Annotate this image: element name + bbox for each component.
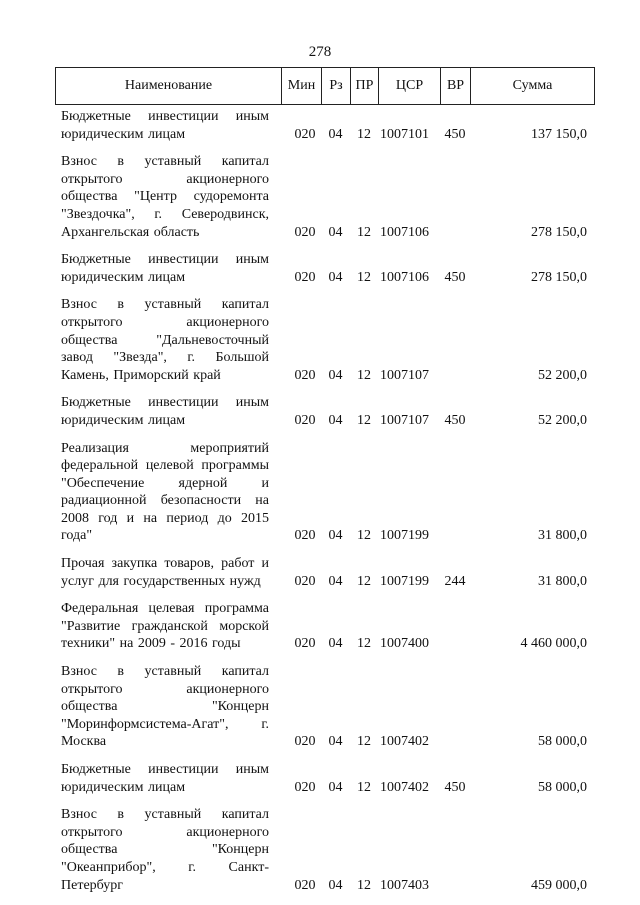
header-vr: ВР xyxy=(441,68,471,104)
row-sum: 278 150,0 xyxy=(531,224,587,240)
row-csr: 1007402 xyxy=(380,734,429,750)
header-name: Наименование xyxy=(56,68,282,104)
row-name: Взнос в уставный капитал открытого акционерного общества "Концерн "Моринформсистема-Агат", г. Москва xyxy=(61,664,269,750)
row-name: Федеральная целевая программа "Развитие гражданской морской техники" на 2009 - 2016 годы xyxy=(61,601,269,652)
row-csr: 1007101 xyxy=(380,126,429,142)
row-min: 020 xyxy=(294,367,316,383)
row-csr: 1007107 xyxy=(380,412,429,428)
row-vr: 450 xyxy=(444,126,466,142)
row-csr: 1007107 xyxy=(380,367,429,383)
row-name: Бюджетные инвестиции иным юридическим лицам xyxy=(61,762,269,795)
header-rz: Рз xyxy=(322,68,351,104)
row-pr: 12 xyxy=(357,779,371,795)
row-pr: 12 xyxy=(357,636,371,652)
row-csr: 1007106 xyxy=(380,269,429,285)
row-pr: 12 xyxy=(357,224,371,240)
row-min: 020 xyxy=(294,636,316,652)
table-row xyxy=(55,663,595,751)
header-min: Мин xyxy=(282,68,322,104)
row-csr: 1007199 xyxy=(380,573,429,589)
row-csr: 1007400 xyxy=(380,636,429,652)
row-min: 020 xyxy=(294,412,316,428)
row-min: 020 xyxy=(294,528,316,544)
table-row xyxy=(55,761,595,796)
table-row xyxy=(55,555,595,590)
row-csr: 1007199 xyxy=(380,528,429,544)
row-sum: 52 200,0 xyxy=(538,367,587,383)
row-pr: 12 xyxy=(357,367,371,383)
row-rz: 04 xyxy=(328,269,343,285)
row-pr: 12 xyxy=(357,734,371,750)
row-csr: 1007106 xyxy=(380,224,429,240)
row-sum: 58 000,0 xyxy=(538,734,587,750)
row-sum: 31 800,0 xyxy=(538,528,587,544)
row-min: 020 xyxy=(294,779,316,795)
row-min: 020 xyxy=(294,269,316,285)
row-pr: 12 xyxy=(357,269,371,285)
row-pr: 12 xyxy=(357,412,371,428)
row-min: 020 xyxy=(294,126,316,142)
row-name: Взнос в уставный капитал открытого акционерного общества "Дальневосточный завод "Звезда", г. Большой Камень, Приморский край xyxy=(61,297,269,383)
row-sum: 58 000,0 xyxy=(538,779,587,795)
table-row xyxy=(55,296,595,384)
row-rz: 04 xyxy=(328,367,343,383)
row-sum: 31 800,0 xyxy=(538,573,587,589)
header-pr: ПР xyxy=(351,68,379,104)
table-row xyxy=(55,394,595,429)
row-vr: 244 xyxy=(444,573,466,589)
row-sum: 459 000,0 xyxy=(531,877,587,893)
row-vr: 450 xyxy=(444,269,466,285)
row-rz: 04 xyxy=(328,734,343,750)
row-rz: 04 xyxy=(328,636,343,652)
row-min: 020 xyxy=(294,877,316,893)
row-name: Реализация мероприятий федеральной целевой программы "Обеспечение ядерной и радиационной безопасности на 2008 год и на период до 2015 года" xyxy=(61,440,269,544)
row-csr: 1007403 xyxy=(380,877,429,893)
row-pr: 12 xyxy=(357,877,371,893)
row-rz: 04 xyxy=(328,126,343,142)
row-sum: 278 150,0 xyxy=(531,269,587,285)
row-sum: 137 150,0 xyxy=(531,126,587,142)
row-sum: 4 460 000,0 xyxy=(520,636,587,652)
row-pr: 12 xyxy=(357,528,371,544)
page-number: 278 xyxy=(308,44,332,60)
table-row xyxy=(55,251,595,286)
row-min: 020 xyxy=(294,224,316,240)
table-row xyxy=(55,153,595,241)
row-rz: 04 xyxy=(328,528,343,544)
row-name: Взнос в уставный капитал открытого акционерного общества "Концерн "Океанприбор", г. Санкт-Петербург xyxy=(61,807,269,893)
row-name: Прочая закупка товаров, работ и услуг для государственных нужд xyxy=(61,556,269,589)
row-rz: 04 xyxy=(328,877,343,893)
table-row xyxy=(55,806,595,894)
table-row xyxy=(55,440,595,546)
table-body xyxy=(55,108,595,904)
row-csr: 1007402 xyxy=(380,779,429,795)
row-rz: 04 xyxy=(328,224,343,240)
row-name: Бюджетные инвестиции иным юридическим лицам xyxy=(61,109,269,142)
header-sum: Сумма xyxy=(512,78,553,93)
table-row xyxy=(55,108,595,143)
row-min: 020 xyxy=(294,734,316,750)
row-sum: 52 200,0 xyxy=(538,412,587,428)
row-name: Взнос в уставный капитал открытого акционерного общества "Центр судоремонта "Звездочка", г. Северодвинск, Архангельская область xyxy=(61,154,269,240)
row-min: 020 xyxy=(294,573,316,589)
row-rz: 04 xyxy=(328,412,343,428)
row-name: Бюджетные инвестиции иным юридическим лицам xyxy=(61,395,269,428)
row-rz: 04 xyxy=(328,573,343,589)
row-vr: 450 xyxy=(444,779,466,795)
row-name: Бюджетные инвестиции иным юридическим лицам xyxy=(61,252,269,285)
row-pr: 12 xyxy=(357,573,371,589)
header-csr: ЦСР xyxy=(379,68,441,104)
table-row xyxy=(55,600,595,653)
table-header xyxy=(55,67,595,105)
row-pr: 12 xyxy=(357,126,371,142)
row-rz: 04 xyxy=(328,779,343,795)
row-vr: 450 xyxy=(444,412,466,428)
